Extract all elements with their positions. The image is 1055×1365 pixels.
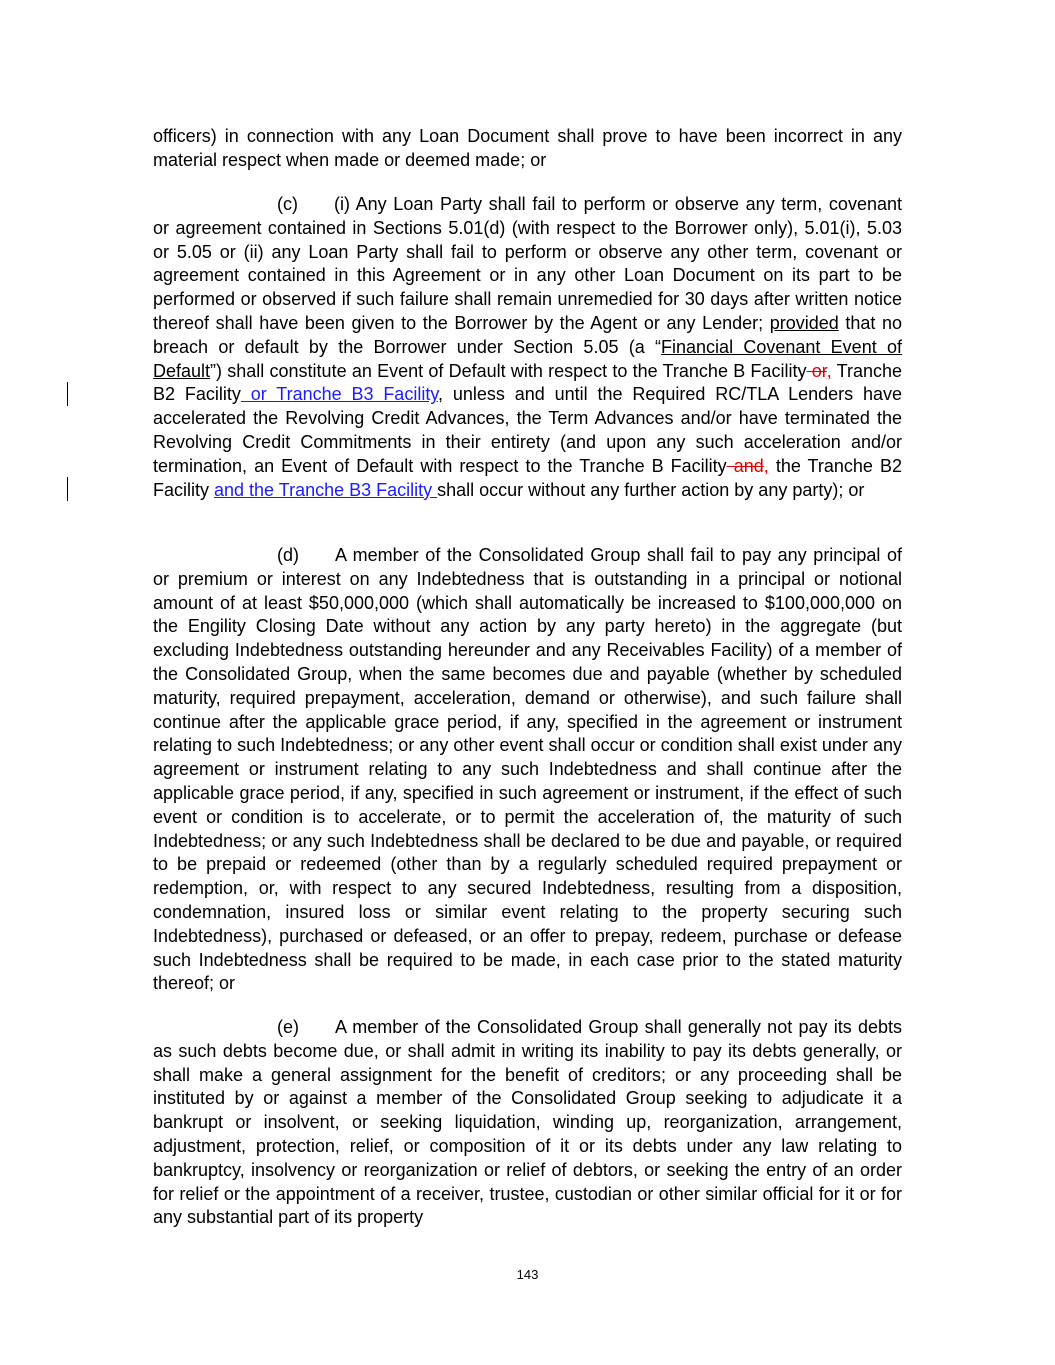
page-number: 143 [516, 1267, 539, 1282]
paragraph-c-text-2: that no breach or default by the Borrower under Section 5.05 (a “ [153, 312, 903, 357]
insertion-comma-2: , [763, 455, 769, 476]
intro-text: officers) in connection with any Loan Document shall prove to have been incorrect in any material respect when made or deemed made; or [153, 126, 902, 170]
insertion-comma: , [826, 360, 832, 381]
insertion-and-tranche-b3: and the Tranche B3 Facility [214, 479, 438, 500]
paragraph-e-label: (e) [277, 1017, 299, 1037]
paragraph-c-text-1: (i) Any Loan Party shall fail to perform or observe any term, covenant or agreement contained in Sections 5.01(d) (with respect to the Borrower only), 5.01(i), 5.03 or 5.05 or (ii) any Loan Party shall fail to perform or observe any other term, covenant or agreement contained in this Agreement or in any other Loan Document on its part to be performed or observed if such failure shall remain unremedied for 30 days after written notice thereof shall have been given to the Borrower by the Agent or any Lender; [153, 194, 902, 333]
intro-paragraph [153, 125, 902, 173]
paragraph-c [153, 193, 902, 502]
paragraph-d-text: A member of the Consolidated Group shall fail to pay any principal of or premium or interest on any Indebtedness that is outstanding in a principal or notional amount of at least $50,000,000 (which shall automatically be increased to $100,000,000 on the Engility Closing Date without any action by any party hereto) in the aggregate (but excluding Indebtedness outstanding hereunder and any Receivables Facility) of a member of the Consolidated Group, when the same becomes due and payable (whether by scheduled maturity, required prepayment, acceleration, demand or otherwise), and such failure shall continue after the applicable grace period, if any, specified in the agreement or instrument relating to such Indebtedness; or any other event shall occur or condition shall exist under any agreement or instrument relating to any such Indebtedness and shall continue after the applicable grace period, if any, specified in such agreement or instrument, if the effect of such event or condition is to accelerate, or to permit the acceleration of, the maturity of such Indebtedness; or any such Indebtedness shall be declared to be due and payable, or required to be prepaid or redeemed (other than by a regularly scheduled required prepayment or redemption, or, with respect to any secured Indebtedness, resulting from a disposition, condemnation, insured loss or similar event relating to the property securing such Indebtedness), purchased or defeased, or an offer to prepay, redeem, purchase or defease such Indebtedness shall be required to be made, in each case prior to the stated maturity thereof; or [153, 545, 902, 994]
paragraph-d [153, 544, 902, 996]
paragraph-c-label: (c) [277, 194, 298, 214]
paragraph-e-text: A member of the Consolidated Group shall generally not pay its debts as such debts become due, or shall admit in writing its inability to pay its debts generally, or shall make a general assignment for the benefit of creditors; or any proceeding shall be instituted by or against a member of the Consolidated Group seeking to adjudicate it a bankrupt or insolvent, or seeking liquidation, winding up, reorganization, arrangement, adjustment, protection, relief, or composition of it or its debts under any law relating to bankruptcy, insolvency or reorganization or relief of debtors, or seeking the entry of an order for relief or the appointment of a receiver, trustee, custodian or other similar official for it or for any substantial part of its property [153, 1017, 902, 1228]
change-bar [67, 477, 68, 501]
paragraph-c-text-4: Tranche B2 Facility [153, 360, 903, 405]
paragraph-e [153, 1016, 902, 1230]
deletion-and: and [726, 455, 764, 476]
deletion-or: or [806, 360, 827, 381]
defined-term-financial-covenant: Financial Covenant Event of Default [153, 336, 902, 381]
paragraph-d-label: (d) [277, 545, 299, 565]
provided-term: provided [769, 312, 839, 333]
paragraph-c-text-5: , unless and until the Required RC/TLA Lenders have accelerated the Revolving Credit Advances, the Term Advances and/or have terminated the Revolving Credit Commitments in their entirety (and upon any such acceleration and/or termination, an Event of Default with respect to the Tranche B Facility [153, 384, 902, 476]
paragraph-c-text-3: ”) shall constitute an Event of Default with respect to the Tranche B Facility [210, 360, 807, 381]
paragraph-c-text-7: shall occur without any further action by any party); or [437, 479, 865, 500]
change-bar [67, 382, 68, 406]
insertion-tranche-b3: or Tranche B3 Facility [240, 384, 438, 405]
paragraph-c-text-6: the Tranche B2 Facility [153, 455, 902, 500]
